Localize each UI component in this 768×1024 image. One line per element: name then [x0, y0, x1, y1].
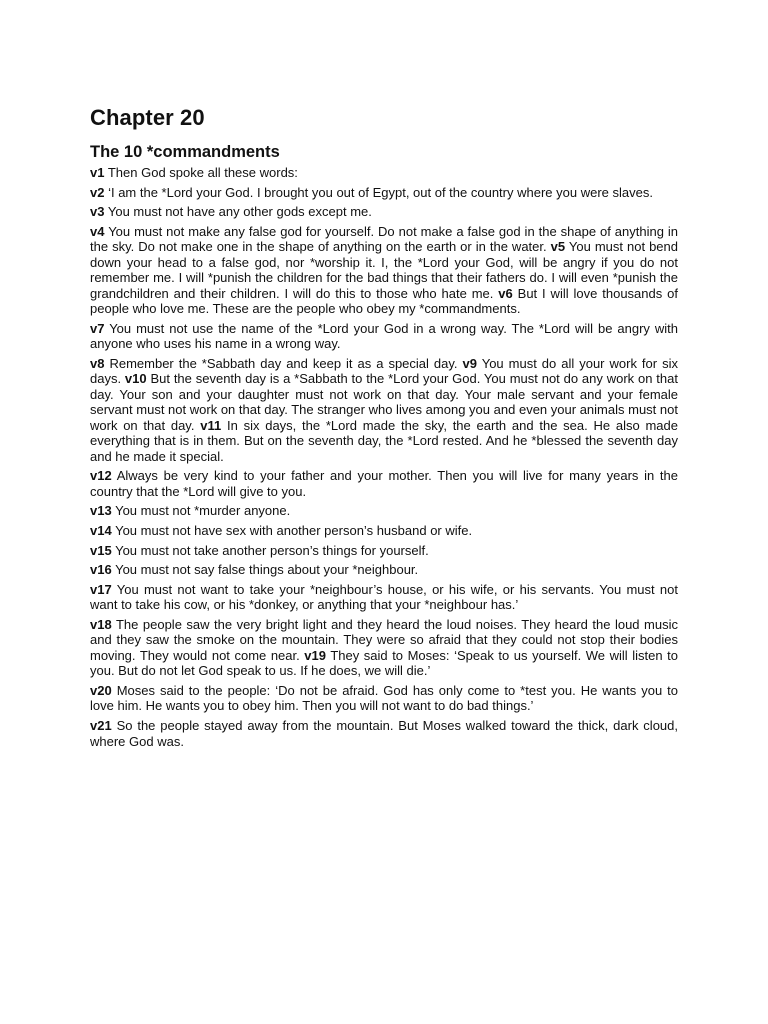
verse-paragraph — [90, 321, 678, 352]
verse-number: v16 — [90, 562, 112, 578]
verse-paragraph — [90, 503, 678, 518]
verse-text: But the seventh day is a *Sabbath to the *Lord your God. You must not do any work on that day. Your son and your daughter must not work on that day. Your male servant and your female servant must not work on that day. The stranger who lives among you and even your animals must not work on that day. — [90, 371, 678, 433]
verse-number: v4 — [90, 223, 105, 239]
verse-number: v18 — [90, 617, 112, 633]
verse-text: The people saw the very bright light and they heard the loud noises. They heard the loud music and they saw the smoke on the mountain. They were so afraid that they could not stop their bodies moving. They would not come near. — [90, 617, 678, 663]
verse-paragraph — [90, 562, 678, 577]
verse-text: Moses said to the people: ‘Do not be afraid. God has only come to *test you. He wants you to love him. He wants you to obey him. Then you will not want to do bad things.’ — [90, 683, 678, 714]
verse-paragraph — [90, 204, 678, 219]
verse-number: v9 — [462, 355, 477, 371]
verse-text: You must do all your work for six days. — [90, 355, 678, 387]
verse-text: You must not say false things about your *neighbour. — [115, 562, 419, 578]
verse-text: In six days, the *Lord made the sky, the earth and the sea. He also made everything that is in them. But on the seventh day, the *Lord rested. And he *blessed the seventh day and he made it special. — [90, 417, 678, 464]
verse-text: ‘I am the *Lord your God. I brought you out of Egypt, out of the country where you were slaves. — [108, 184, 653, 200]
verse-paragraph — [90, 468, 678, 499]
verse-number: v11 — [200, 417, 222, 433]
verse-text: Always be very kind to your father and your mother. Then you will live for many years in the country that the *Lord will give to you. — [90, 468, 678, 499]
verse-text: You must not have any other gods except me. — [107, 204, 372, 220]
verse-paragraph — [90, 582, 678, 613]
verse-number: v12 — [90, 468, 112, 484]
verse-number: v10 — [124, 371, 147, 387]
verse-paragraph — [90, 543, 678, 558]
verse-number: v6 — [498, 285, 513, 301]
verse-paragraph — [90, 718, 678, 749]
verse-text: You must not want to take your *neighbour’s house, or his wife, or his servants. You must not want to take his cow, or his *donkey, or anything that your *neighbour has.’ — [90, 581, 678, 613]
verse-paragraph — [90, 165, 678, 180]
verse-text: You must not take another person’s things for yourself. — [115, 542, 429, 558]
verse-number: v21 — [90, 718, 112, 734]
verse-text: They said to Moses: ‘Speak to us yourself. We will listen to you. But do not let God speak to us. If he does, we will die.’ — [90, 647, 678, 679]
verse-number: v14 — [90, 523, 112, 539]
verse-paragraph — [90, 185, 678, 200]
chapter-title: Chapter 20 — [90, 105, 205, 130]
verse-list — [90, 165, 678, 753]
verse-paragraph — [90, 683, 678, 714]
section-title: The 10 *commandments — [90, 143, 280, 161]
verse-text: You must not *murder anyone. — [115, 503, 291, 519]
verse-number: v20 — [90, 683, 112, 699]
verse-text: Remember the *Sabbath day and keep it as a special day. — [109, 355, 458, 371]
verse-paragraph — [90, 617, 678, 679]
verse-number: v5 — [550, 239, 566, 255]
verse-text: You must not bend down your head to a false god, nor *worship it. I, the *Lord your God, will be angry if you do not remember me. I will *punish the children for the bad things that their fathers do. I will even *punish the grandchildren and their children. I will do this to those who hate me. — [90, 239, 678, 301]
verse-text: So the people stayed away from the mountain. But Moses walked toward the thick, dark cloud, where God was. — [90, 718, 678, 749]
verse-number: v2 — [90, 184, 105, 200]
verse-text: You must not make any false god for yourself. Do not make a false god in the shape of anything in the sky. Do not make one in the shape of anything on the earth or in the water. — [90, 223, 678, 255]
verse-number: v17 — [90, 581, 112, 597]
verse-text: You must not use the name of the *Lord your God in a wrong way. The *Lord will be angry with anyone who uses his name in a wrong way. — [90, 320, 678, 352]
verse-number: v13 — [90, 503, 112, 519]
verse-number: v7 — [90, 320, 105, 336]
verse-number: v8 — [90, 355, 105, 371]
verse-paragraph — [90, 224, 678, 317]
verse-text: Then God spoke all these words: — [107, 165, 298, 180]
verse-number: v3 — [90, 204, 105, 220]
verse-paragraph — [90, 523, 678, 538]
verse-number: v19 — [304, 647, 326, 663]
verse-text: But I will love thousands of people who love me. These are the people who obey my *commandments. — [90, 285, 678, 317]
verse-text: You must not have sex with another person’s husband or wife. — [115, 523, 473, 539]
verse-number: v1 — [90, 165, 105, 180]
verse-number: v15 — [90, 542, 112, 558]
verse-paragraph — [90, 356, 678, 464]
